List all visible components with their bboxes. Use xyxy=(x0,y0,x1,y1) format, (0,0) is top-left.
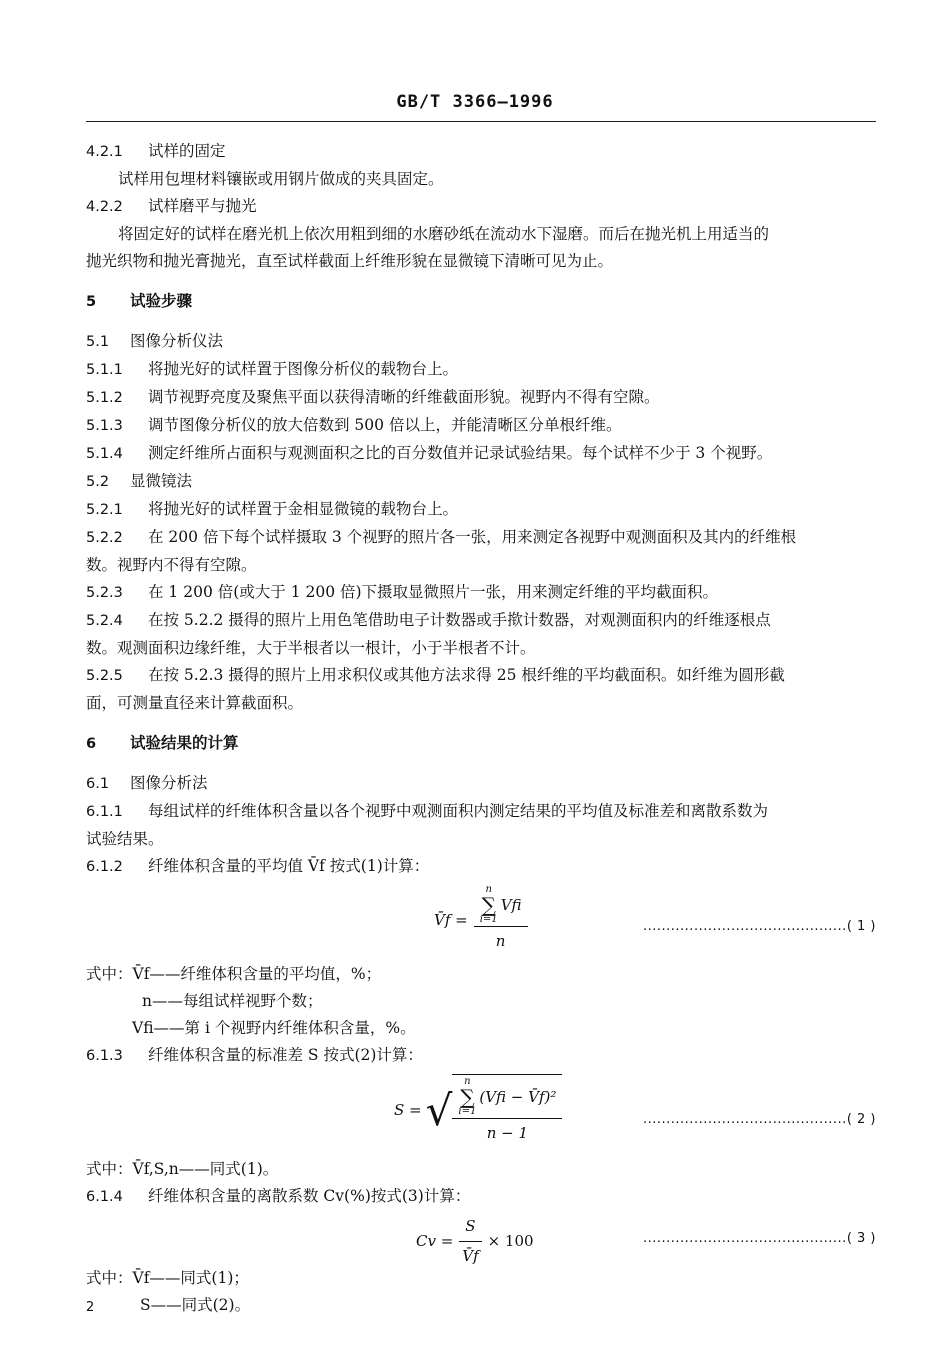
clause-number: 5.1.4 xyxy=(86,446,123,462)
clause-number: 4.2.2 xyxy=(86,199,123,215)
clause-number: 5.1 xyxy=(86,334,110,350)
paragraph-cont: 试验结果。 xyxy=(86,830,164,848)
paragraph-cont: 面，可测量直径来计算截面积。 xyxy=(86,694,304,712)
paragraph-cont: 数。观测面积边缘纤维，大于半根者以一根计，小于半根者不计。 xyxy=(86,639,536,657)
fraction xyxy=(474,885,528,955)
section-number: 6 xyxy=(86,736,97,752)
clause-text: 在按 5.2.3 摄得的照片上用求积仪或其他方法求得 25 根纤维的平均截面积。如纤维为圆形截 xyxy=(148,666,785,684)
clause-text: 每组试样的纤维体积含量以各个视野中观测面积内测定结果的平均值及标准差和离散系数为 xyxy=(148,802,769,820)
clause-number: 5.1.1 xyxy=(86,362,123,378)
formula-denominator: n − 1 xyxy=(486,1124,529,1142)
paragraph-cont: 抛光织物和抛光膏抛光，直至试样截面上纤维形貌在显微镜下清晰可见为止。 xyxy=(86,252,614,270)
paragraph: 将固定好的试样在磨光机上依次用粗到细的水磨砂纸在流动水下湿磨。而后在抛光机上用适当的 xyxy=(118,225,770,243)
clause-5-1-2 xyxy=(86,384,878,412)
header-rule xyxy=(86,121,876,122)
clause-text: 调节图像分析仪的放大倍数到 500 倍以上，并能清晰区分单根纤维。 xyxy=(148,416,622,434)
clause-title: 图像分析法 xyxy=(130,774,208,792)
clause-number: 6.1.1 xyxy=(86,804,123,820)
clause-5-2-3 xyxy=(86,579,878,607)
clause-text: 在按 5.2.2 摄得的照片上用色笔借助电子计数器或手揿计数器，对观测面积内的纤维逐根点 xyxy=(148,611,771,629)
clause-title: 试样磨平与抛光 xyxy=(148,197,257,215)
summation-icon: n ∑ i=1 xyxy=(458,1076,477,1117)
clause-6-1-2 xyxy=(86,853,878,881)
clause-5-2 xyxy=(86,468,878,496)
clause-text: 将抛光好的试样置于金相显微镜的载物台上。 xyxy=(148,500,459,518)
section-6-heading xyxy=(86,729,878,758)
clause-text: 调节视野亮度及聚焦平面以获得清晰的纤维截面形貌。视野内不得有空隙。 xyxy=(148,388,660,406)
clause-5-2-4 xyxy=(86,607,878,635)
equation-number: ( 3 ) xyxy=(846,1231,876,1246)
summation-icon: n ∑ i=1 xyxy=(479,884,498,925)
clause-number: 5.2.4 xyxy=(86,613,123,629)
formula-lhs: Cv = xyxy=(416,1232,454,1250)
clause-title: 试样的固定 xyxy=(148,142,226,160)
formula-term: (Vfi − V̄f)² xyxy=(479,1087,557,1106)
clause-5-2-1 xyxy=(86,496,878,524)
clause-number: 5.2 xyxy=(86,474,110,490)
equation-number: ( 1 ) xyxy=(846,919,876,934)
where-clause-1: Vfi——第 i 个视野内纤维体积含量，%。 xyxy=(132,1019,416,1037)
clause-text: 在 200 倍下每个试样摄取 3 个视野的照片各一张，用来测定各视野中观测面积及其内的纤维根 xyxy=(148,528,797,546)
paragraph-cont: 数。视野内不得有空隙。 xyxy=(86,556,257,574)
section-5-heading xyxy=(86,287,878,316)
formula-1 xyxy=(86,881,878,961)
formula-lhs: V̄f = xyxy=(434,910,468,929)
sqrt-icon: √ xyxy=(425,1085,453,1135)
clause-text: 纤维体积含量的标准差 S 按式(2)计算： xyxy=(148,1046,423,1064)
clause-5-2-2 xyxy=(86,524,878,552)
page-number: 2 xyxy=(86,1300,95,1315)
where-clause-1: n——每组试样视野个数； xyxy=(142,992,323,1010)
where-clause-2: 式中：V̄f,S,n——同式(1)。 xyxy=(86,1160,279,1178)
clause-number: 6.1.2 xyxy=(86,859,123,875)
clause-number: 5.1.2 xyxy=(86,390,123,406)
clause-number: 5.1.3 xyxy=(86,418,123,434)
clause-5-1-1 xyxy=(86,356,878,384)
formula-3 xyxy=(86,1211,878,1265)
paragraph: 试样用包埋材料镶嵌或用钢片做成的夹具固定。 xyxy=(118,170,444,188)
clause-text: 测定纤维所占面积与观测面积之比的百分数值并记录试验结果。每个试样不少于 3 个视野。 xyxy=(148,444,773,462)
clause-5-1-3 xyxy=(86,412,878,440)
clause-text: 在 1 200 倍(或大于 1 200 倍)下摄取显微照片一张，用来测定纤维的平均截面积。 xyxy=(148,583,719,601)
clause-number: 5.2.5 xyxy=(86,668,123,684)
clause-5-1-4 xyxy=(86,440,878,468)
clause-number: 5.2.2 xyxy=(86,530,123,546)
where-clause-1: 式中：V̄f——纤维体积含量的平均值，%； xyxy=(86,965,382,983)
leader-dots: ............................................( 1 ) xyxy=(642,919,876,934)
formula-numerator: S xyxy=(459,1213,481,1242)
clause-number: 4.2.1 xyxy=(86,144,123,160)
clause-5-2-5 xyxy=(86,662,878,690)
formula-denominator: V̄f xyxy=(462,1247,479,1265)
clause-6-1-1 xyxy=(86,798,878,826)
clause-5-1 xyxy=(86,328,878,356)
clause-text: 纤维体积含量的离散系数 Cv(%)按式(3)计算： xyxy=(148,1187,471,1205)
clause-4-2-2 xyxy=(86,193,878,221)
formula-lhs: S = xyxy=(394,1101,422,1119)
clause-number: 6.1.3 xyxy=(86,1048,123,1064)
standard-header: GB/T 3366—1996 xyxy=(396,92,554,112)
where-clause-3: S——同式(2)。 xyxy=(140,1296,251,1314)
formula-term: Vfi xyxy=(500,895,522,914)
clause-4-2-1 xyxy=(86,138,878,166)
clause-text: 将抛光好的试样置于图像分析仪的载物台上。 xyxy=(148,360,459,378)
equation-number: ( 2 ) xyxy=(846,1112,876,1127)
document-body xyxy=(86,138,878,1319)
where-clause-3: 式中：V̄f——同式(1)； xyxy=(86,1269,249,1287)
clause-6-1-3 xyxy=(86,1042,878,1070)
leader-dots: ............................................( 3 ) xyxy=(642,1231,876,1246)
section-number: 5 xyxy=(86,294,97,310)
clause-number: 5.2.3 xyxy=(86,585,123,601)
clause-number: 6.1.4 xyxy=(86,1189,123,1205)
section-title: 试验步骤 xyxy=(130,291,193,310)
clause-6-1 xyxy=(86,770,878,798)
clause-number: 5.2.1 xyxy=(86,502,123,518)
formula-denominator: n xyxy=(495,932,506,950)
clause-title: 显微镜法 xyxy=(130,472,193,490)
formula-2 xyxy=(86,1070,878,1156)
clause-number: 6.1 xyxy=(86,776,110,792)
leader-dots: ............................................( 2 ) xyxy=(642,1112,876,1127)
section-title: 试验结果的计算 xyxy=(130,733,239,752)
clause-text: 纤维体积含量的平均值 V̄f 按式(1)计算： xyxy=(148,857,430,875)
formula-term: × 100 xyxy=(487,1232,534,1250)
clause-6-1-4 xyxy=(86,1183,878,1211)
clause-title: 图像分析仪法 xyxy=(130,332,224,350)
fraction xyxy=(459,1213,481,1270)
fraction xyxy=(452,1074,562,1147)
